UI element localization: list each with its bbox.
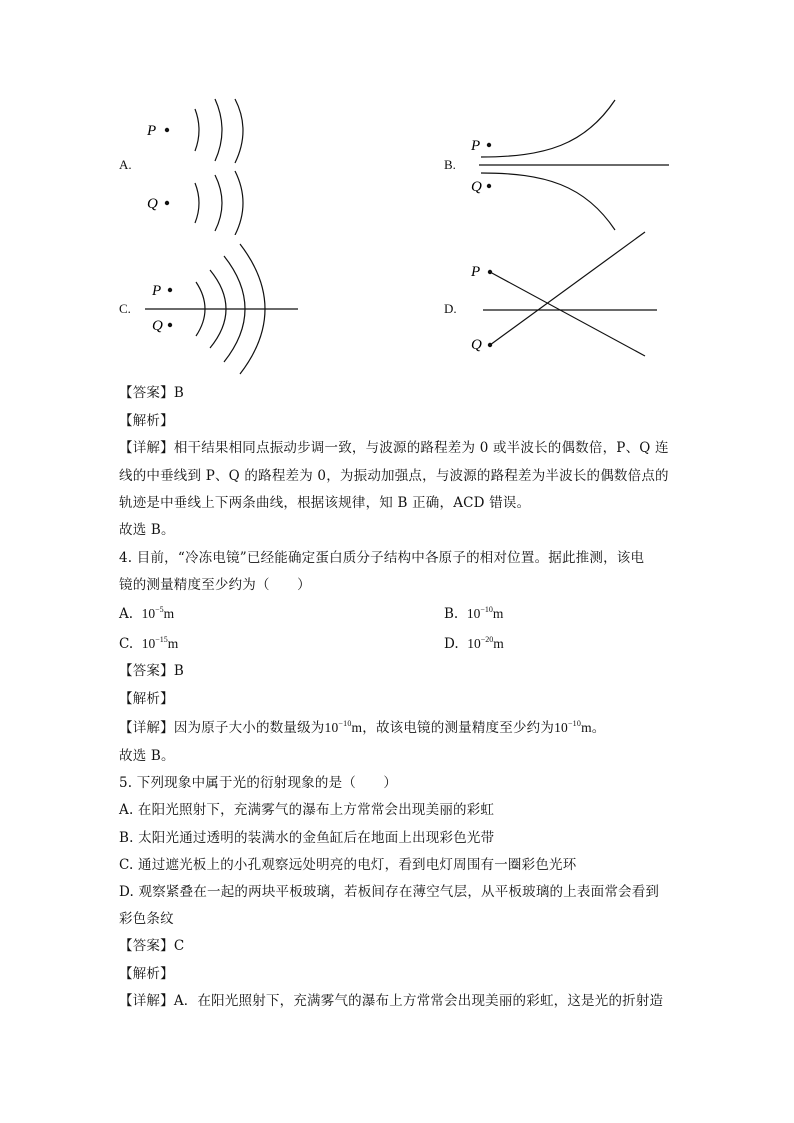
figure-b-p-label: P [471, 138, 481, 154]
q4-conclusion: 故选 B。 [119, 748, 175, 764]
option-b-label: B. [444, 157, 456, 172]
q4-option-c: C. $10^{-15}m$ [119, 635, 179, 652]
figure-c-diagram [140, 240, 300, 375]
q3-analysis-heading [119, 411, 174, 431]
option-d-label: D. [444, 301, 457, 316]
q4-option-a: A. $10^{-5}m$ [119, 605, 175, 622]
q5-option-b: B. 太阳光通过透明的装满水的金鱼缸后在地面上出现彩色光带 [119, 830, 495, 846]
q3-detail-line2: 线的中垂线到 P、Q 的路程差为 0，为振动加强点，与波源的路程差为半波长的偶数倍点的 [119, 468, 669, 484]
figure-a-q-label: Q [147, 196, 158, 212]
figure-a-diagram [140, 95, 260, 235]
analysis-tag: 【 解析 】 [119, 413, 174, 429]
answer-value: B [173, 385, 184, 401]
q4-answer: 【 答案 】 B [119, 661, 184, 681]
option-a-label: A. [119, 157, 132, 172]
figure-d-p-label: P [471, 264, 481, 280]
q3-detail-line1: 【 详解 】 相干结果相同点振动步调一致，与波源的路程差为 0 或半波长的偶数倍，P、Q 连 [119, 438, 669, 458]
figure-d-diagram [465, 228, 665, 363]
detail-tag: 【 详解 】 [119, 440, 174, 456]
q5-answer: 【 答案 】 C [119, 936, 184, 956]
q5-option-c: C. 通过遮光板上的小孔观察远处明亮的电灯，看到电灯周围有一圈彩色光环 [119, 857, 577, 873]
q4-option-b: B. $10^{-10}m$ [444, 605, 504, 622]
q5-option-a: A. 在阳光照射下，充满雾气的瀑布上方常常会出现美丽的彩虹 [119, 802, 495, 818]
q4-analysis-heading: 【 解析 】 [119, 689, 174, 709]
q5-stem: 5. 下列现象中属于光的衍射现象的是（ ） [119, 775, 398, 791]
figure-d-q-label: Q [471, 337, 482, 353]
q5-option-d: D. 观察紧叠在一起的两块平板玻璃，若板间存在薄空气层，从平板玻璃的上表面常会看到 [119, 884, 660, 900]
q4-detail: 【 详解 】 因为原子大小的数量级为$10^{-10}m$，故该电镜的测量精度至少约为$10^{-10}m$。 [119, 718, 606, 738]
figure-c-q-label: Q [152, 318, 163, 334]
figure-a-p-label: P [147, 123, 157, 139]
figure-a-p-dot [165, 128, 169, 132]
q4-stem-line1: 4. 目前，“冷冻电镜”已经能确定蛋白质分子结构中各原子的相对位置。据此推测，该电 [119, 550, 645, 566]
option-c-label: C. [119, 301, 131, 316]
q3-detail-line3: 轨迹是中垂线上下两条曲线，根据该规律，知 B 正确，ACD 错误。 [119, 495, 531, 511]
q4-option-d: D. $10^{-20}m$ [444, 635, 504, 652]
q4-stem-line2: 镜的测量精度至少约为（ ） [119, 577, 311, 593]
figure-b-q-label: Q [471, 179, 482, 195]
answer-tag: 【 答案 】 [119, 385, 174, 401]
figure-c-p-label: P [152, 283, 162, 299]
q5-analysis-heading: 【 解析 】 [119, 964, 174, 984]
q5-option-d-cont: 彩色条纹 [119, 911, 174, 927]
q3-answer [119, 383, 184, 403]
q5-detail: 【 详解 】 A．在阳光照射下，充满雾气的瀑布上方常常会出现美丽的彩虹，这是光的折射造 [119, 991, 663, 1011]
figure-a-q-dot [165, 201, 169, 205]
figure-b-diagram [465, 95, 675, 235]
q3-conclusion: 故选 B。 [119, 522, 175, 538]
